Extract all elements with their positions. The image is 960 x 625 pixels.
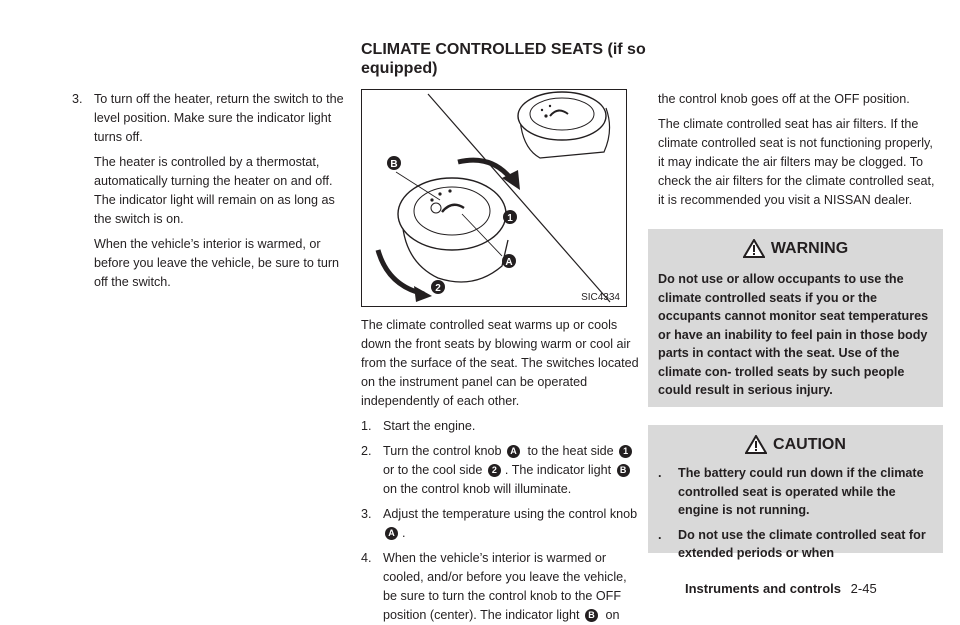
callout-b-marker: B [617,464,630,477]
step-text: . The indicator light [504,463,612,477]
step-text: or to the cool side [383,463,483,477]
step-text: Adjust the temperature using the control knob [383,507,638,521]
thermostat-paragraph: The heater is controlled by a thermostat, automatically turning the heater on and off. The indicator light will remain on as long as the switch is on. [94,155,335,226]
page-footer [685,581,877,596]
figure-code: SIC4334 [581,292,620,303]
footer-section-title: Instruments and controls [685,581,842,596]
heat-arrow-icon [458,160,512,180]
caution-heading [648,435,943,454]
middle-column [361,316,640,625]
callout-a [502,254,516,268]
warning-body [648,270,943,400]
left-column [72,90,344,292]
step-text: Turn the control knob [383,444,502,458]
caution-box [648,425,943,560]
bullet-text: The battery could run down if the climate controlled seat is operated while the engine is not running. [678,466,924,517]
callout-b-marker: B [585,609,598,622]
step-text: When the vehicle’s interior is warmed or cooled, and/or before you leave the vehicle, be sure to turn the control knob to the OFF position (center). The indicator light [383,551,627,622]
step-4 [361,549,640,625]
caution-triangle-icon [745,435,767,454]
callout-a-marker: A [507,445,520,458]
step-text: to the heat side [527,444,614,458]
step-number: 2. [361,444,372,458]
section-title: CLIMATE CONTROLLED SEATS (if so equipped) [361,41,646,77]
bullet-text: Do not use the climate controlled seat for extended periods or when [678,527,926,560]
step-3-off [72,90,344,147]
continued-text: the control knob goes off at the OFF position. [658,92,910,106]
step-number: 3. [361,507,372,521]
callout-b [387,156,401,170]
svg-text:B: B [390,159,398,170]
step-2 [361,442,640,499]
step-number: 4. [361,551,372,565]
warning-box [648,229,943,407]
bullet-mark: . [658,466,662,480]
step-number: 3. [72,92,83,106]
callout-1-marker: 1 [619,445,632,458]
intro-paragraph: The climate controlled seat warms up or cools down the front seats by blowing warm or cool air from the surface of the seat. The switches located on the instrument panel can be operated independently of each other. [361,318,639,408]
callout-1 [503,210,517,224]
step-text: To turn off the heater, return the switch to the level position. Make sure the indicator light turns off. [94,92,344,144]
seat-control-knob-figure [361,89,627,307]
page-number: 2-45 [850,581,877,596]
svg-text:1: 1 [507,213,513,224]
bullet-mark: . [658,527,662,542]
svg-text:2: 2 [435,283,441,294]
warning-title: WARNING [770,239,849,257]
step-3 [361,505,640,543]
warning-heading [648,239,943,258]
step-text: on [605,608,620,622]
step-1 [361,417,640,436]
caution-bullet-1 [658,464,933,520]
knob-main-icon [398,178,508,282]
turn-off-paragraph: When the vehicle’s interior is warmed, or before you leave the vehicle, be sure to turn off the switch. [94,237,340,289]
callout-a-marker: A [385,527,398,540]
control-knob-illustration [362,90,626,306]
warning-text: Do not use or allow occupants to use the climate controlled seats if you or the occupants cannot monitor seat temperatures or have an inability to feel pain in those body parts in contact with the seat. Use of the climate con- trolled seats by such people could result in serious injury. [658,272,929,397]
warning-triangle-icon [743,239,765,258]
step-text: on the control knob will illuminate. [383,482,572,496]
cool-arrow-icon [378,250,424,294]
caution-body [648,464,943,563]
knob-closeup-icon [518,92,610,158]
step-text: . [402,526,406,540]
right-column [658,90,940,210]
step-text: Start the engine. [383,419,476,433]
air-filter-paragraph: The climate controlled seat has air filters. If the climate controlled seat is not functioning properly, it may indicate the air filters may be clogged. To check the air filters for the climate controlled seat, it is recommended you visit a NISSAN dealer. [658,117,935,207]
callout-2 [431,280,445,294]
svg-text:A: A [505,257,513,268]
caution-bullet-2 [658,526,933,563]
step-number: 1. [361,419,372,433]
caution-title: CAUTION [773,435,846,453]
callout-2-marker: 2 [488,464,501,477]
